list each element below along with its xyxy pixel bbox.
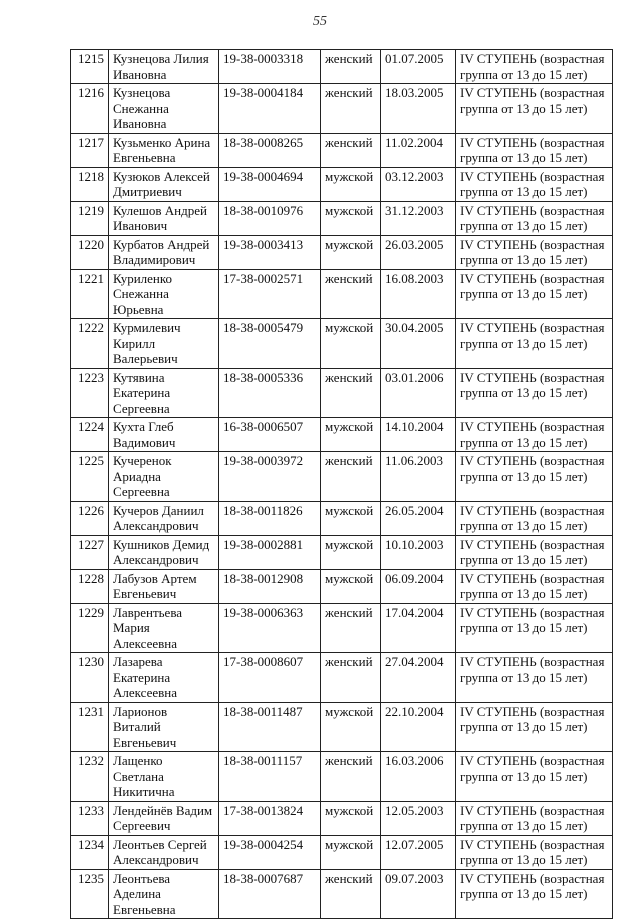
registration-id: 18-38-0011826: [219, 501, 321, 535]
gender: мужской: [321, 418, 381, 452]
birth-date: 12.05.2003: [381, 801, 456, 835]
person-name: Кучеров Даниил Александрович: [109, 501, 219, 535]
birth-date: 10.10.2003: [381, 535, 456, 569]
row-number: 1222: [71, 319, 109, 369]
registration-id: 17-38-0002571: [219, 269, 321, 319]
birth-date: 11.02.2004: [381, 133, 456, 167]
birth-date: 14.10.2004: [381, 418, 456, 452]
registration-id: 18-38-0010976: [219, 201, 321, 235]
registration-id: 19-38-0006363: [219, 603, 321, 653]
level-label: IV СТУПЕНЬ (возрастная группа от 13 до 15 лет): [456, 569, 613, 603]
table-row: [71, 653, 613, 703]
level-label: IV СТУПЕНЬ (возрастная группа от 13 до 15 лет): [456, 133, 613, 167]
registration-id: 19-38-0004184: [219, 84, 321, 134]
gender: женский: [321, 752, 381, 802]
person-name: Кучеренок Ариадна Сергеевна: [109, 452, 219, 502]
gender: женский: [321, 869, 381, 919]
registration-id: 18-38-0011157: [219, 752, 321, 802]
gender: женский: [321, 133, 381, 167]
level-label: IV СТУПЕНЬ (возрастная группа от 13 до 15 лет): [456, 801, 613, 835]
row-number: 1228: [71, 569, 109, 603]
row-number: 1226: [71, 501, 109, 535]
level-label: IV СТУПЕНЬ (возрастная группа от 13 до 15 лет): [456, 501, 613, 535]
row-number: 1234: [71, 835, 109, 869]
table-row: [71, 869, 613, 919]
person-name: Кутявина Екатерина Сергеевна: [109, 368, 219, 418]
level-label: IV СТУПЕНЬ (возрастная группа от 13 до 15 лет): [456, 418, 613, 452]
row-number: 1217: [71, 133, 109, 167]
birth-date: 01.07.2005: [381, 50, 456, 84]
person-name: Курмилевич Кирилл Валерьевич: [109, 319, 219, 369]
row-number: 1233: [71, 801, 109, 835]
birth-date: 26.03.2005: [381, 235, 456, 269]
gender: мужской: [321, 569, 381, 603]
level-label: IV СТУПЕНЬ (возрастная группа от 13 до 15 лет): [456, 167, 613, 201]
registration-id: 18-38-0007687: [219, 869, 321, 919]
table-row: [71, 418, 613, 452]
birth-date: 16.08.2003: [381, 269, 456, 319]
gender: женский: [321, 368, 381, 418]
gender: женский: [321, 50, 381, 84]
level-label: IV СТУПЕНЬ (возрастная группа от 13 до 15 лет): [456, 835, 613, 869]
birth-date: 22.10.2004: [381, 702, 456, 752]
registration-id: 18-38-0005336: [219, 368, 321, 418]
birth-date: 30.04.2005: [381, 319, 456, 369]
row-number: 1227: [71, 535, 109, 569]
registration-id: 19-38-0003972: [219, 452, 321, 502]
level-label: IV СТУПЕНЬ (возрастная группа от 13 до 15 лет): [456, 752, 613, 802]
gender: мужской: [321, 201, 381, 235]
registration-id: 17-38-0008607: [219, 653, 321, 703]
person-name: Кузьменко Арина Евгеньевна: [109, 133, 219, 167]
level-label: IV СТУПЕНЬ (возрастная группа от 13 до 15 лет): [456, 201, 613, 235]
registration-id: 19-38-0004254: [219, 835, 321, 869]
registration-id: 19-38-0003413: [219, 235, 321, 269]
level-label: IV СТУПЕНЬ (возрастная группа от 13 до 15 лет): [456, 269, 613, 319]
row-number: 1221: [71, 269, 109, 319]
table-row: [71, 133, 613, 167]
level-label: IV СТУПЕНЬ (возрастная группа от 13 до 15 лет): [456, 368, 613, 418]
gender: мужской: [321, 167, 381, 201]
table-row: [71, 319, 613, 369]
row-number: 1229: [71, 603, 109, 653]
level-label: IV СТУПЕНЬ (возрастная группа от 13 до 15 лет): [456, 603, 613, 653]
row-number: 1232: [71, 752, 109, 802]
person-name: Кузнецова Лилия Ивановна: [109, 50, 219, 84]
person-name: Лендейнёв Вадим Сергеевич: [109, 801, 219, 835]
table-row: [71, 603, 613, 653]
level-label: IV СТУПЕНЬ (возрастная группа от 13 до 15 лет): [456, 452, 613, 502]
gender: мужской: [321, 801, 381, 835]
level-label: IV СТУПЕНЬ (возрастная группа от 13 до 15 лет): [456, 535, 613, 569]
gender: мужской: [321, 319, 381, 369]
registration-id: 19-38-0002881: [219, 535, 321, 569]
person-name: Леонтьева Аделина Евгеньевна: [109, 869, 219, 919]
row-number: 1230: [71, 653, 109, 703]
table-row: [71, 835, 613, 869]
person-name: Лазарева Екатерина Алексеевна: [109, 653, 219, 703]
table-row: [71, 368, 613, 418]
gender: женский: [321, 84, 381, 134]
gender: женский: [321, 452, 381, 502]
registry-table: [70, 49, 613, 919]
person-name: Кузнецова Снежанна Ивановна: [109, 84, 219, 134]
birth-date: 18.03.2005: [381, 84, 456, 134]
row-number: 1225: [71, 452, 109, 502]
gender: женский: [321, 653, 381, 703]
level-label: IV СТУПЕНЬ (возрастная группа от 13 до 15 лет): [456, 869, 613, 919]
level-label: IV СТУПЕНЬ (возрастная группа от 13 до 15 лет): [456, 653, 613, 703]
person-name: Лащенко Светлана Никитична: [109, 752, 219, 802]
gender: мужской: [321, 702, 381, 752]
registration-id: 16-38-0006507: [219, 418, 321, 452]
registration-id: 18-38-0011487: [219, 702, 321, 752]
registry-table-body: [71, 50, 613, 919]
table-row: [71, 501, 613, 535]
table-row: [71, 801, 613, 835]
table-row: [71, 235, 613, 269]
row-number: 1224: [71, 418, 109, 452]
registration-id: 19-38-0004694: [219, 167, 321, 201]
person-name: Лаврентьева Мария Алексеевна: [109, 603, 219, 653]
gender: мужской: [321, 501, 381, 535]
birth-date: 16.03.2006: [381, 752, 456, 802]
person-name: Кушников Демид Александрович: [109, 535, 219, 569]
birth-date: 27.04.2004: [381, 653, 456, 703]
gender: женский: [321, 603, 381, 653]
table-row: [71, 167, 613, 201]
gender: женский: [321, 269, 381, 319]
registration-id: 18-38-0005479: [219, 319, 321, 369]
row-number: 1235: [71, 869, 109, 919]
birth-date: 17.04.2004: [381, 603, 456, 653]
level-label: IV СТУПЕНЬ (возрастная группа от 13 до 15 лет): [456, 235, 613, 269]
row-number: 1219: [71, 201, 109, 235]
birth-date: 09.07.2003: [381, 869, 456, 919]
registration-id: 18-38-0012908: [219, 569, 321, 603]
person-name: Курбатов Андрей Владимирович: [109, 235, 219, 269]
birth-date: 03.01.2006: [381, 368, 456, 418]
gender: мужской: [321, 535, 381, 569]
level-label: IV СТУПЕНЬ (возрастная группа от 13 до 15 лет): [456, 702, 613, 752]
page-number: 55: [313, 14, 327, 29]
registration-id: 18-38-0008265: [219, 133, 321, 167]
person-name: Кузюков Алексей Дмитриевич: [109, 167, 219, 201]
table-row: [71, 569, 613, 603]
row-number: 1216: [71, 84, 109, 134]
table-row: [71, 752, 613, 802]
person-name: Леонтьев Сергей Александрович: [109, 835, 219, 869]
level-label: IV СТУПЕНЬ (возрастная группа от 13 до 15 лет): [456, 84, 613, 134]
level-label: IV СТУПЕНЬ (возрастная группа от 13 до 15 лет): [456, 319, 613, 369]
row-number: 1218: [71, 167, 109, 201]
birth-date: 06.09.2004: [381, 569, 456, 603]
birth-date: 11.06.2003: [381, 452, 456, 502]
row-number: 1215: [71, 50, 109, 84]
row-number: 1223: [71, 368, 109, 418]
table-row: [71, 84, 613, 134]
table-row: [71, 452, 613, 502]
birth-date: 03.12.2003: [381, 167, 456, 201]
person-name: Куриленко Снежанна Юрьевна: [109, 269, 219, 319]
row-number: 1231: [71, 702, 109, 752]
level-label: IV СТУПЕНЬ (возрастная группа от 13 до 15 лет): [456, 50, 613, 84]
birth-date: 26.05.2004: [381, 501, 456, 535]
person-name: Кухта Глеб Вадимович: [109, 418, 219, 452]
gender: мужской: [321, 835, 381, 869]
birth-date: 31.12.2003: [381, 201, 456, 235]
registration-id: 17-38-0013824: [219, 801, 321, 835]
registration-id: 19-38-0003318: [219, 50, 321, 84]
table-row: [71, 201, 613, 235]
person-name: Кулешов Андрей Иванович: [109, 201, 219, 235]
table-row: [71, 50, 613, 84]
row-number: 1220: [71, 235, 109, 269]
table-row: [71, 535, 613, 569]
person-name: Ларионов Виталий Евгеньевич: [109, 702, 219, 752]
table-row: [71, 702, 613, 752]
person-name: Лабузов Артем Евгеньевич: [109, 569, 219, 603]
birth-date: 12.07.2005: [381, 835, 456, 869]
gender: мужской: [321, 235, 381, 269]
table-row: [71, 269, 613, 319]
